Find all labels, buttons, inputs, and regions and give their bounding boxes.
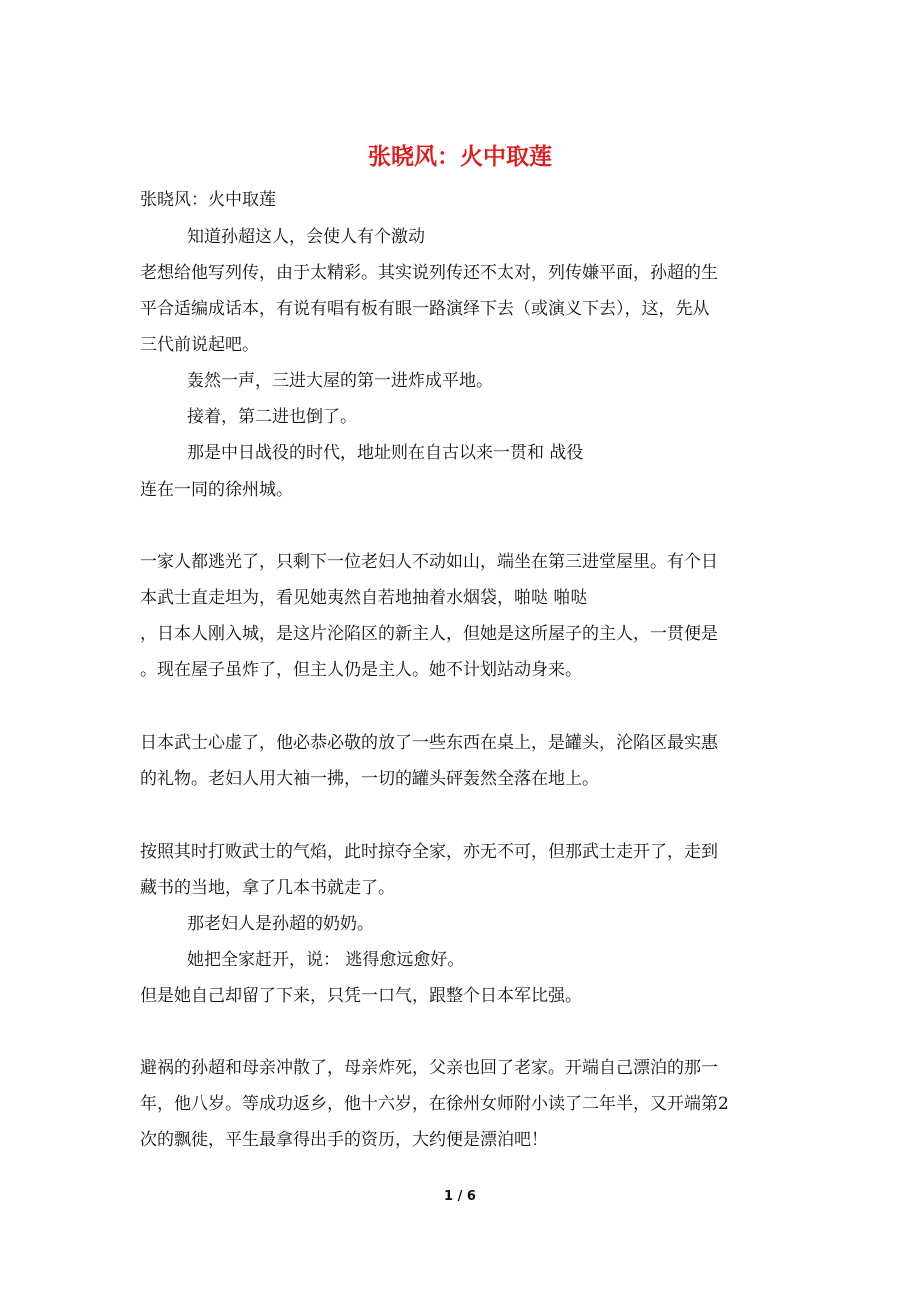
- text-line: 接着，第二进也倒了。: [187, 407, 357, 427]
- text-line: 年，他八岁。等成功返乡，他十六岁，在徐州女师附小读了二年半，又开端第2: [140, 1094, 729, 1114]
- text-line: 知道孙超这人，会使人有个激动: [187, 227, 425, 247]
- text-line: 连在一同的徐州城。: [140, 480, 293, 500]
- text-line: 平合适编成话本，有说有唱有板有眼一路演绎下去（或演义下去），这，先从: [140, 299, 710, 319]
- text-line: 。现在屋子虽炸了，但主人仍是主人。她不计划站动身来。: [140, 660, 582, 680]
- text-line: 那老妇人是孙超的奶奶。: [187, 914, 374, 934]
- text-line: 张晓风：火中取莲: [140, 190, 276, 210]
- text-line: 日本武士心虚了，他必恭必敬的放了一些东西在桌上，是罐头，沦陷区最实惠: [140, 733, 718, 753]
- text-line: 的礼物。老妇人用大袖一拂，一切的罐头砰轰然全落在地上。: [140, 769, 599, 789]
- page-title: 张晓风：火中取莲: [368, 143, 552, 170]
- text-line: 次的飘徙，平生最拿得出手的资历，大约便是漂泊吧！: [140, 1130, 548, 1150]
- text-line: 她把全家赶开，说： 逃得愈远愈好。: [187, 950, 465, 970]
- text-line: 但是她自己却留了下来，只凭一口气，跟整个日本军比强。: [140, 986, 582, 1006]
- text-line: 轰然一声，三进大屋的第一进炸成平地。: [187, 371, 493, 391]
- text-line: 老想给他写列传，由于太精彩。其实说列传还不太对，列传嫌平面，孙超的生: [140, 263, 718, 283]
- text-line: 那是中日战役的时代，地址则在自古以来一贯和 战役: [187, 443, 584, 463]
- text-line: 三代前说起吧。: [140, 335, 259, 355]
- text-line: 一家人都逃光了，只剩下一位老妇人不动如山，端坐在第三进堂屋里。有个日: [140, 552, 718, 572]
- text-line: 本武士直走坦为，看见她夷然自若地抽着水烟袋，啪哒 啪哒: [140, 588, 588, 608]
- text-line: 藏书的当地，拿了几本书就走了。: [140, 878, 395, 898]
- page-number: 1 / 6: [444, 1189, 476, 1204]
- text-line: ，日本人刚入城，是这片沦陷区的新主人，但她是这所屋子的主人，一贯便是: [140, 624, 718, 644]
- text-line: 避祸的孙超和母亲冲散了，母亲炸死，父亲也回了老家。开端自己漂泊的那一: [140, 1058, 718, 1078]
- text-line: 按照其时打败武士的气焰，此时掠夺全家，亦无不可，但那武士走开了，走到: [140, 842, 718, 862]
